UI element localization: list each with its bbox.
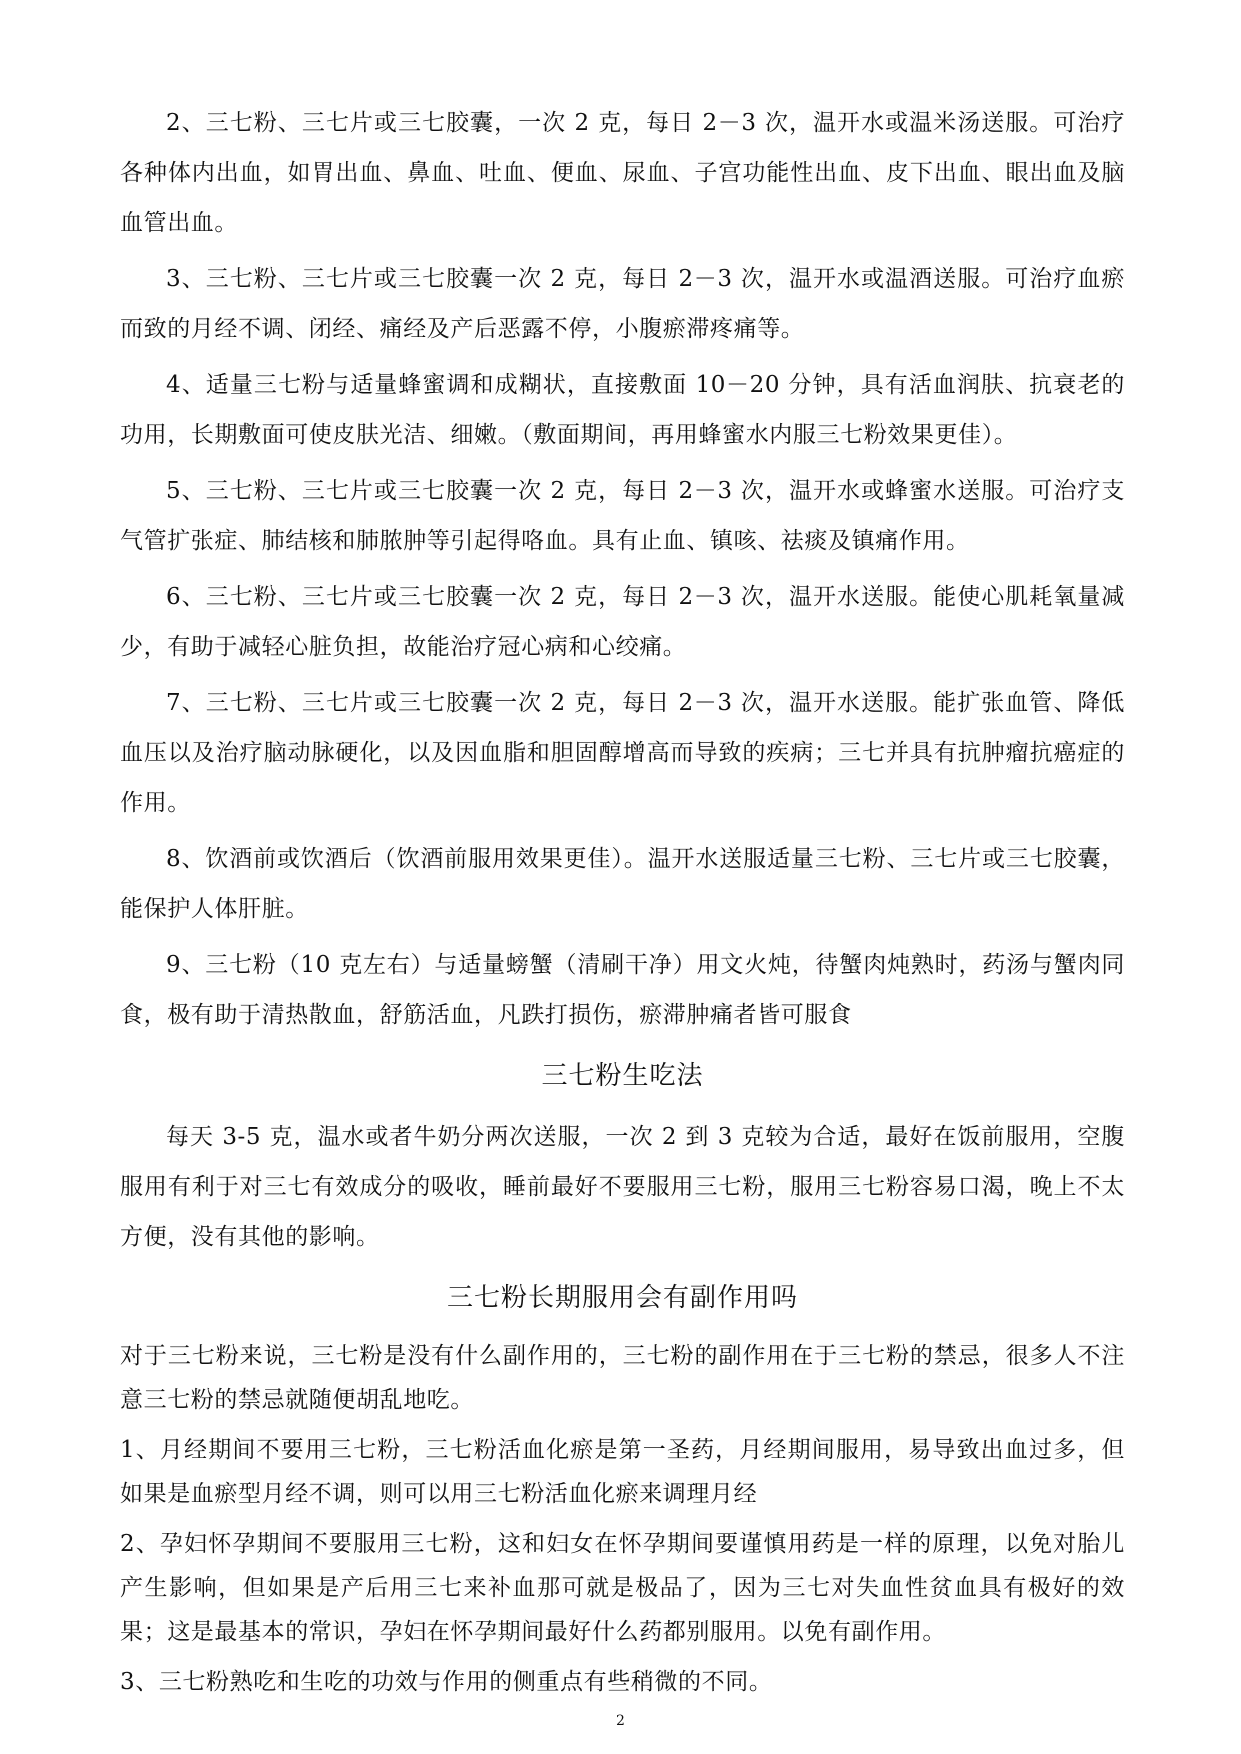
raw-usage-paragraph: 每天 3-5 克，温水或者牛奶分两次送服，一次 2 到 3 克较为合适，最好在饭前服用，空腹服用有利于对三七有效成分的吸收，睡前最好不要服用三七粉，服用三七粉容易口渴，晚上不太方便，没有其他的影响。 [120, 1124, 1125, 1250]
usage-item-2: 2、三七粉、三七片或三七胶囊，一次 2 克，每日 2－3 次，温开水或温米汤送服。可治疗各种体内出血，如胃出血、鼻血、吐血、便血、尿血、子宫功能性出血、皮下出血、眼出血及脑血管出血。 [120, 110, 1125, 236]
side-effects-item-1: 1、月经期间不要用三七粉，三七粉活血化瘀是第一圣药，月经期间服用，易导致出血过多，但如果是血瘀型月经不调，则可以用三七粉活血化瘀来调理月经 [120, 1437, 1125, 1507]
usage-item-4: 4、适量三七粉与适量蜂蜜调和成糊状，直接敷面 10－20 分钟，具有活血润肤、抗衰老的功用，长期敷面可使皮肤光洁、细嫩。（敷面期间，再用蜂蜜水内服三七粉效果更佳）。 [120, 372, 1125, 448]
usage-item-8: 8、饮酒前或饮酒后（饮酒前服用效果更佳）。温开水送服适量三七粉、三七片或三七胶囊，能保护人体肝脏。 [120, 846, 1125, 922]
usage-item-7: 7、三七粉、三七片或三七胶囊一次 2 克，每日 2－3 次，温开水送服。能扩张血管、降低血压以及治疗脑动脉硬化，以及因血脂和胆固醇增高而导致的疾病；三七并具有抗肿瘤抗癌症的作用。 [120, 690, 1125, 816]
side-effects-intro: 对于三七粉来说，三七粉是没有什么副作用的，三七粉的副作用在于三七粉的禁忌，很多人不注意三七粉的禁忌就随便胡乱地吃。 [120, 1343, 1125, 1413]
section-title-side-effects: 三七粉长期服用会有副作用吗 [446, 1283, 798, 1313]
section-title-raw-usage: 三七粉生吃法 [541, 1061, 704, 1091]
page-content [120, 98, 1125, 1710]
side-effects-item-2: 2、孕妇怀孕期间不要服用三七粉，这和妇女在怀孕期间要谨慎用药是一样的原理，以免对胎儿产生影响，但如果是产后用三七来补血那可就是极品了，因为三七对失血性贫血具有极好的效果；这是最基本的常识，孕妇在怀孕期间最好什么药都别服用。以免有副作用。 [120, 1531, 1125, 1645]
side-effects-item-3: 3、三七粉熟吃和生吃的功效与作用的侧重点有些稍微的不同。 [120, 1669, 773, 1695]
usage-item-5: 5、三七粉、三七片或三七胶囊一次 2 克，每日 2－3 次，温开水或蜂蜜水送服。可治疗支气管扩张症、肺结核和肺脓肿等引起得咯血。具有止血、镇咳、祛痰及镇痛作用。 [120, 478, 1125, 554]
usage-item-9: 9、三七粉（10 克左右）与适量螃蟹（清刷干净）用文火炖，待蟹肉炖熟时，药汤与蟹肉同食，极有助于清热散血，舒筋活血，凡跌打损伤，瘀滞肿痛者皆可服食 [120, 952, 1125, 1028]
usage-item-6: 6、三七粉、三七片或三七胶囊一次 2 克，每日 2－3 次，温开水送服。能使心肌耗氧量减少，有助于减轻心脏负担，故能治疗冠心病和心绞痛。 [120, 584, 1125, 660]
page-number: 2 [616, 1713, 625, 1729]
usage-item-3: 3、三七粉、三七片或三七胶囊一次 2 克，每日 2－3 次，温开水或温酒送服。可治疗血瘀而致的月经不调、闭经、痛经及产后恶露不停，小腹瘀滞疼痛等。 [120, 266, 1125, 342]
